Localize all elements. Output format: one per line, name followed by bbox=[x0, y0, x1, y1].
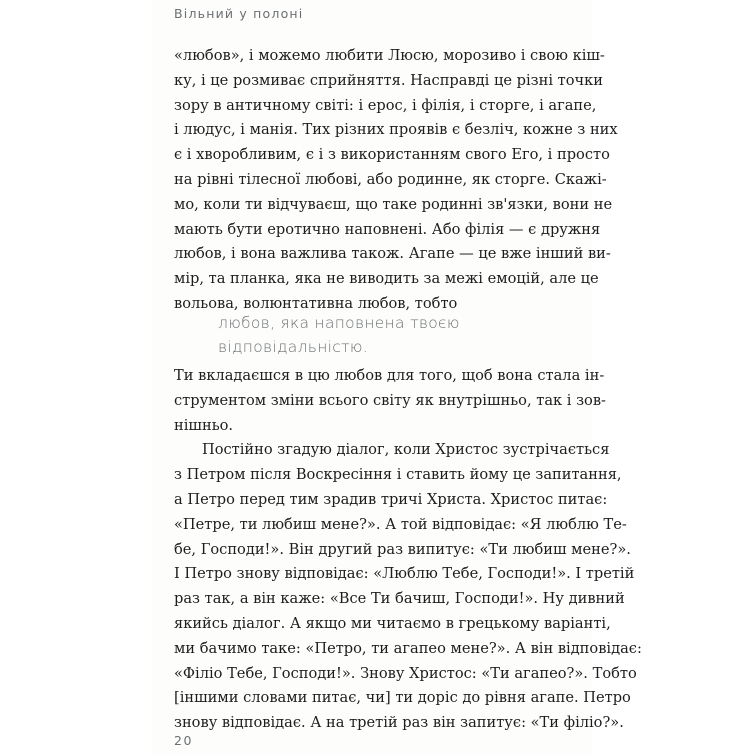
text-line: ку, і це розмиває сприйняття. Насправді це різні точки bbox=[174, 71, 604, 89]
text-line: струментом зміни всього світу як внутрішньо, так і зов- bbox=[174, 391, 606, 409]
text-line: «Філіо Тебе, Господи!». Знову Христос: «Ти агапео?». Тобто bbox=[174, 664, 637, 682]
text-line: раз так, а він каже: «Все Ти бачиш, Господи!». Ну дивний bbox=[174, 590, 625, 608]
text-line: зору в античному світі: і ерос, і філія, і сторге, і агапе, bbox=[174, 96, 597, 114]
text-line: Постійно згадую діалог, коли Христос зустрічається bbox=[202, 441, 610, 459]
text-line: «любов», і можемо любити Люсю, морозиво і свою кіш- bbox=[174, 47, 605, 64]
text-line: любов, і вона важлива також. Агапе — це вже інший ви- bbox=[174, 245, 611, 263]
text-line: є і хворобливим, є і з використанням свого Его, і просто bbox=[174, 146, 610, 164]
text-line: І Петро знову відповідає: «Люблю Тебе, Господи!». І третій bbox=[174, 565, 635, 583]
text-line: мо, коли ти відчуваєш, що таке родинні зв'язки, вони не bbox=[174, 195, 613, 213]
text-line: знову відповідає. А на третій раз він запитує: «Ти філіо?». bbox=[174, 714, 624, 732]
page-number: 20 bbox=[174, 733, 193, 748]
text-line: на рівні тілесної любові, або родинне, як сторге. Скажі- bbox=[174, 170, 607, 188]
text-line: нішньо. bbox=[174, 416, 234, 434]
text-line: ми бачимо таке: «Петро, ти агапео мене?». А він відповідає: bbox=[174, 639, 642, 657]
quote-line: відповідальністю. bbox=[218, 338, 369, 356]
text-line: якийсь діалог. А якщо ми читаємо в грецькому варіанті, bbox=[174, 614, 611, 632]
paragraph-2-and-3 bbox=[174, 364, 642, 736]
paragraph-1 bbox=[174, 44, 618, 317]
text-line: «Петре, ти любиш мене?». А той відповідає: «Я люблю Те- bbox=[174, 515, 627, 533]
text-line: бе, Господи!». Він другий раз випитує: «Ти любиш мене?». bbox=[174, 540, 631, 558]
text-line: Ти вкладаєшся в цю любов для того, щоб вона стала ін- bbox=[174, 367, 605, 384]
text-line: мають бути еротично наповнені. Або філія — є дружня bbox=[174, 220, 601, 238]
text-line: [іншими словами питає, чи] ти доріс до рівня агапе. Петро bbox=[174, 689, 631, 707]
quote-line: любов, яка наповнена твоєю bbox=[218, 314, 460, 332]
running-header: Вільний у полоні bbox=[174, 6, 304, 21]
text-line: а Петро перед тим зрадив тричі Христа. Христос питає: bbox=[174, 490, 608, 508]
text-line: з Петром після Воскресіння і ставить йому це запитання, bbox=[174, 466, 622, 484]
pull-quote bbox=[218, 311, 460, 359]
text-line: мір, та планка, яка не виводить за межі емоцій, але це bbox=[174, 270, 599, 288]
text-line: вольова, волюнтативна любов, тобто bbox=[174, 294, 458, 312]
text-line: і людус, і манія. Тих різних проявів є безліч, кожне з них bbox=[174, 121, 618, 139]
